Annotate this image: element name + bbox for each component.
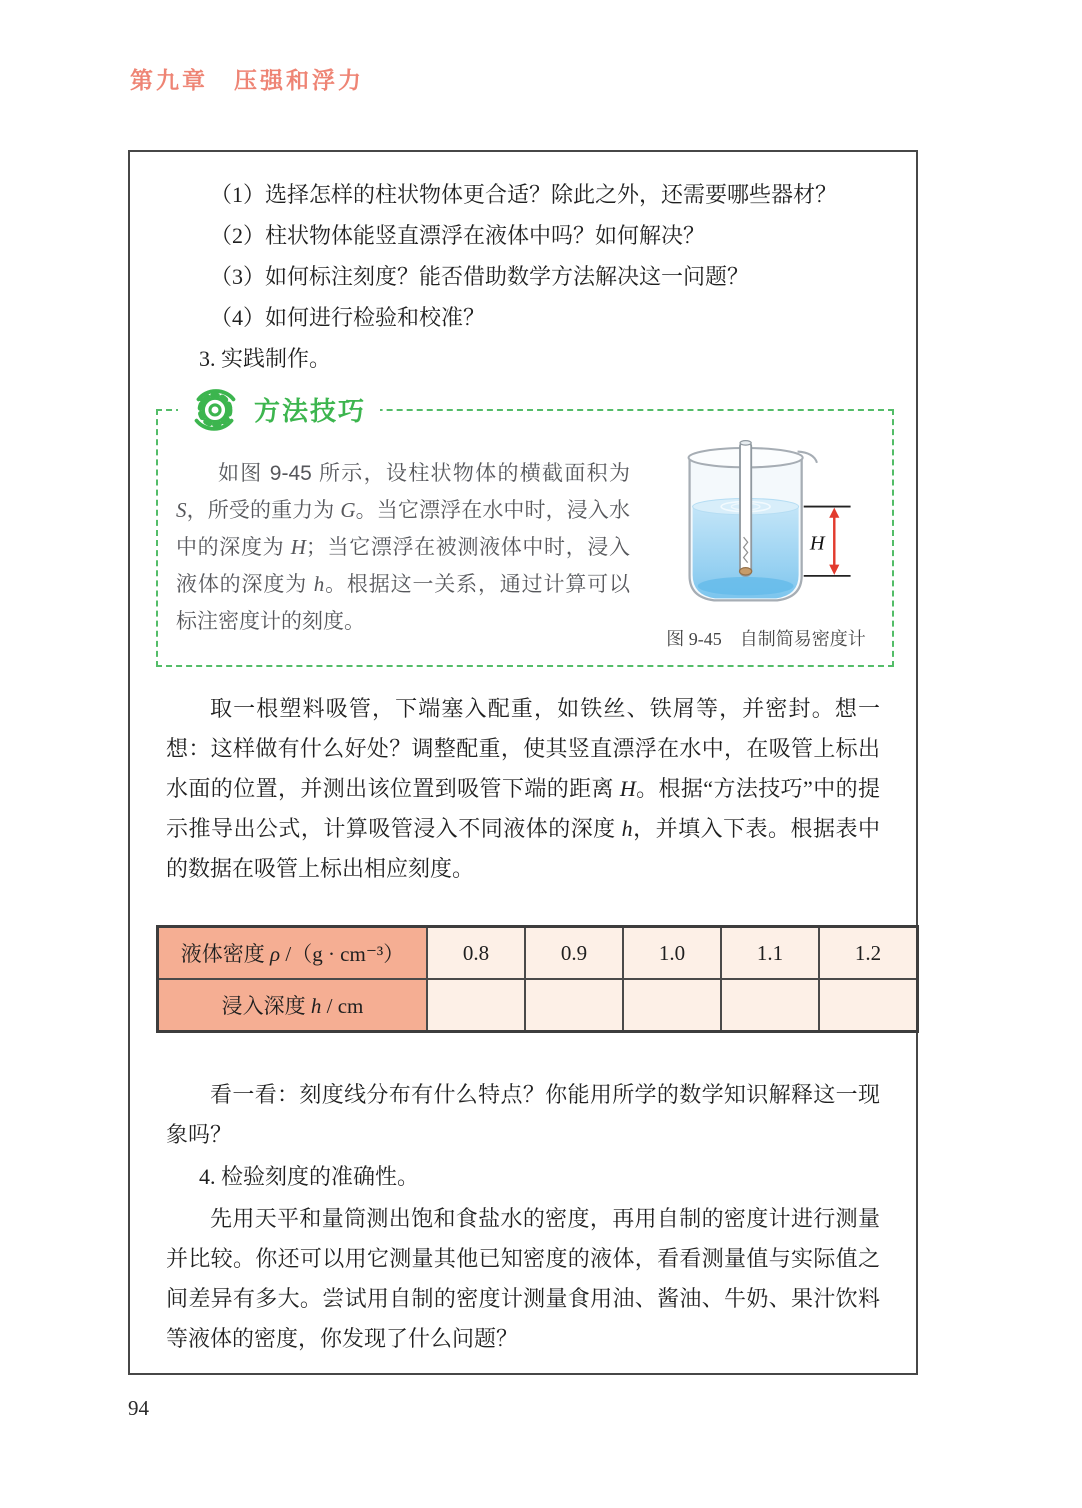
paragraph-look: 看一看：刻度线分布有什么特点？你能用所学的数学知识解释这一现象吗？ bbox=[166, 1082, 880, 1147]
step-3-label: 3. 实践制作。 bbox=[199, 346, 332, 371]
table-row-density bbox=[158, 927, 918, 980]
table-cell-empty bbox=[427, 979, 525, 1032]
h-dimension-label: H bbox=[809, 532, 825, 555]
table-cell-empty bbox=[721, 979, 819, 1032]
table-header-depth: 浸入深度 h / cm bbox=[158, 979, 428, 1032]
question-4: （4）如何进行检验和校准？ bbox=[210, 305, 486, 330]
figure-caption: 图 9-45 自制简易密度计 bbox=[666, 629, 866, 649]
weight-plug bbox=[740, 568, 752, 575]
table-cell: 1.1 bbox=[721, 927, 819, 980]
table-cell-empty bbox=[819, 979, 918, 1032]
table-cell: 0.8 bbox=[427, 927, 525, 980]
step-4-label: 4. 检验刻度的准确性。 bbox=[199, 1164, 420, 1189]
depth-dimension bbox=[804, 507, 851, 576]
method-tips-box bbox=[156, 395, 894, 667]
table-cell: 0.9 bbox=[525, 927, 623, 980]
paragraph-instructions: 取一根塑料吸管，下端塞入配重，如铁丝、铁屑等，并密封。想一想：这样做有什么好处？调整配重，使其竖直漂浮在水中，在吸管上标出水面的位置，并测出该位置到吸管下端的距离 H。根据“方法技巧”中的提示推导出公式，计算吸管浸入不同液体的深度 h，并填入下表。根据表中的数据在吸管上标出相应刻度。 bbox=[166, 696, 880, 881]
table-header-density: 液体密度 ρ /（g · cm⁻³） bbox=[158, 927, 428, 980]
beaker-hydrometer-illustration bbox=[659, 435, 873, 621]
table-row-depth bbox=[158, 979, 918, 1032]
table-cell-empty bbox=[525, 979, 623, 1032]
straw-hydrometer bbox=[740, 441, 752, 576]
figure-9-45 bbox=[646, 435, 886, 651]
table-cell: 1.2 bbox=[819, 927, 918, 980]
table-cell-empty bbox=[623, 979, 721, 1032]
method-tips-title-text: 方法技巧 bbox=[254, 395, 367, 426]
method-tips-title bbox=[178, 378, 380, 440]
question-3: （3）如何标注刻度？能否借助数学方法解决这一问题？ bbox=[210, 264, 750, 289]
gear-cycle-icon bbox=[184, 378, 246, 440]
question-2: （2）柱状物体能竖直漂浮在液体中吗？如何解决？ bbox=[210, 223, 706, 248]
content-box bbox=[128, 150, 918, 1375]
question-1: （1）选择怎样的柱状物体更合适？除此之外，还需要哪些器材？ bbox=[210, 182, 838, 207]
paragraph-verify: 先用天平和量筒测出饱和食盐水的密度，再用自制的密度计进行测量并比较。你还可以用它测量其他已知密度的液体，看看测量值与实际值之间差异有多大。尝试用自制的密度计测量食用油、酱油、牛奶、果汁饮料等液体的密度，你发现了什么问题？ bbox=[166, 1206, 880, 1351]
method-tips-body: 如图 9-45 所示，设柱状物体的横截面积为 S，所受的重力为 G。当它漂浮在水中时，浸入水中的深度为 H；当它漂浮在被测液体中时，浸入液体的深度为 h。根据这一关系，通过计算可以标注密度计的刻度。 bbox=[176, 462, 631, 633]
page-number: 94 bbox=[128, 1396, 149, 1420]
chapter-header: 第九章 压强和浮力 bbox=[130, 67, 364, 93]
density-depth-table bbox=[156, 925, 919, 1033]
table-cell: 1.0 bbox=[623, 927, 721, 980]
